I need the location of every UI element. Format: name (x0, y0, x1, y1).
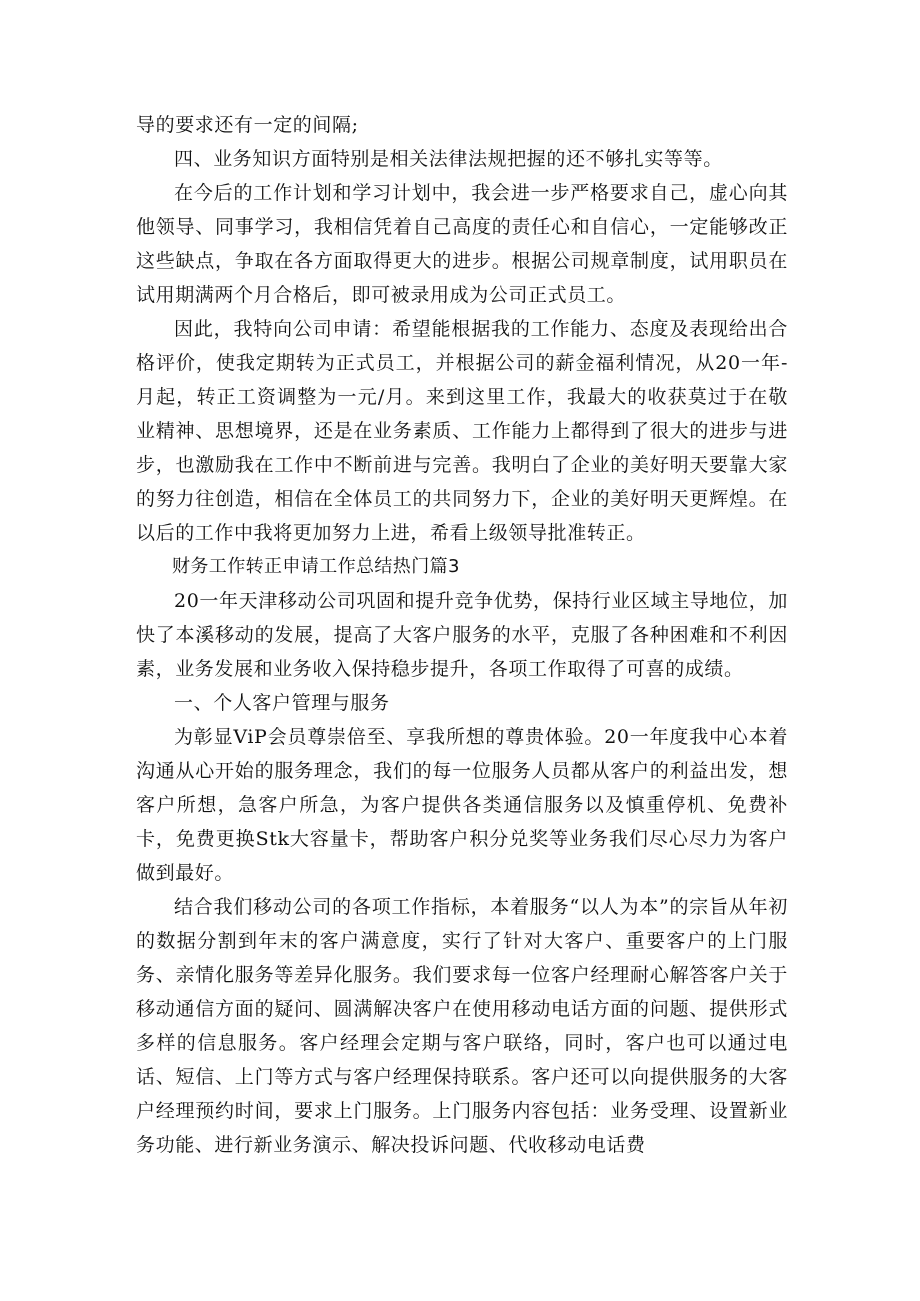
paragraph-customer-service: 结合我们移动公司的各项工作指标，本着服务“以人为本”的宗旨从年初的数据分割到年末的客户满意度，实行了针对大客户、重要客户的上门服务、亲情化服务等差异化服务。我们要求每一位客户经理耐心解答客户关于移动通信方面的疑问、圆满解决客户在使用移动电话方面的问题、提供形式多样的信息服务。客户经理会定期与客户联络，同时，客户也可以通过电话、短信、上门等方式与客户经理保持联系。客户还可以向提供服务的大客户经理预约时间，要求上门服务。上门服务内容包括：业务受理、设置新业务功能、进行新业务演示、解决投诉问题、代收移动电话费 (136, 896, 788, 1156)
paragraph-future-plan: 在今后的工作计划和学习计划中，我会进一步严格要求自己，虚心向其他领导、同事学习，我相信凭着自己高度的责任心和自信心，一定能够改正这些缺点，争取在各方面取得更大的进步。根据公司规章制度，试用职员在试用期满两个月合格后，即可被录用成为公司正式员工。 (136, 182, 788, 306)
paragraph-continuation: 导的要求还有一定的间隔; (136, 114, 359, 136)
paragraph-vip-service: 为彰显ViP会员尊崇倍至、享我所想的尊贵体验。20一年度我中心本着沟通从心开始的服务理念，我们的每一位服务人员都从客户的利益出发，想客户所想，急客户所急，为客户提供各类通信服务以及慎重停机、免费补卡，免费更换Stk大容量卡，帮助客户积分兑奖等业务我们尽心尽力为客户做到最好。 (136, 726, 788, 884)
section-heading: 财务工作转正申请工作总结热门篇3 (172, 556, 460, 577)
paragraph-mobile-summary: 20一年天津移动公司巩固和提升竞争优势，保持行业区域主导地位，加快了本溪移动的发展，提高了大客户服务的水平，克服了各种困难和不利因素，业务发展和业务收入保持稳步提升，各项工作取得了可喜的成绩。 (136, 590, 788, 680)
paragraph-item-four: 四、业务知识方面特别是相关法律法规把握的还不够扎实等等。 (174, 148, 723, 170)
document-body (136, 108, 788, 1162)
paragraph-subheading: 一、个人客户管理与服务 (174, 692, 390, 714)
paragraph-application: 因此，我特向公司申请：希望能根据我的工作能力、态度及表现给出合格评价，使我定期转为正式员工，并根据公司的薪金福利情况，从20一年-月起，转正工资调整为一元/月。来到这里工作，我最大的收获莫过于在敬业精神、思想境界，还是在业务素质、工作能力上都得到了很大的进步与进步，也激励我在工作中不断前进与完善。我明白了企业的美好明天要靠大家的努力往创造，相信在全体员工的共同努力下，企业的美好明天更辉煌。在以后的工作中我将更加努力上进，希看上级领导批准转正。 (136, 318, 788, 544)
